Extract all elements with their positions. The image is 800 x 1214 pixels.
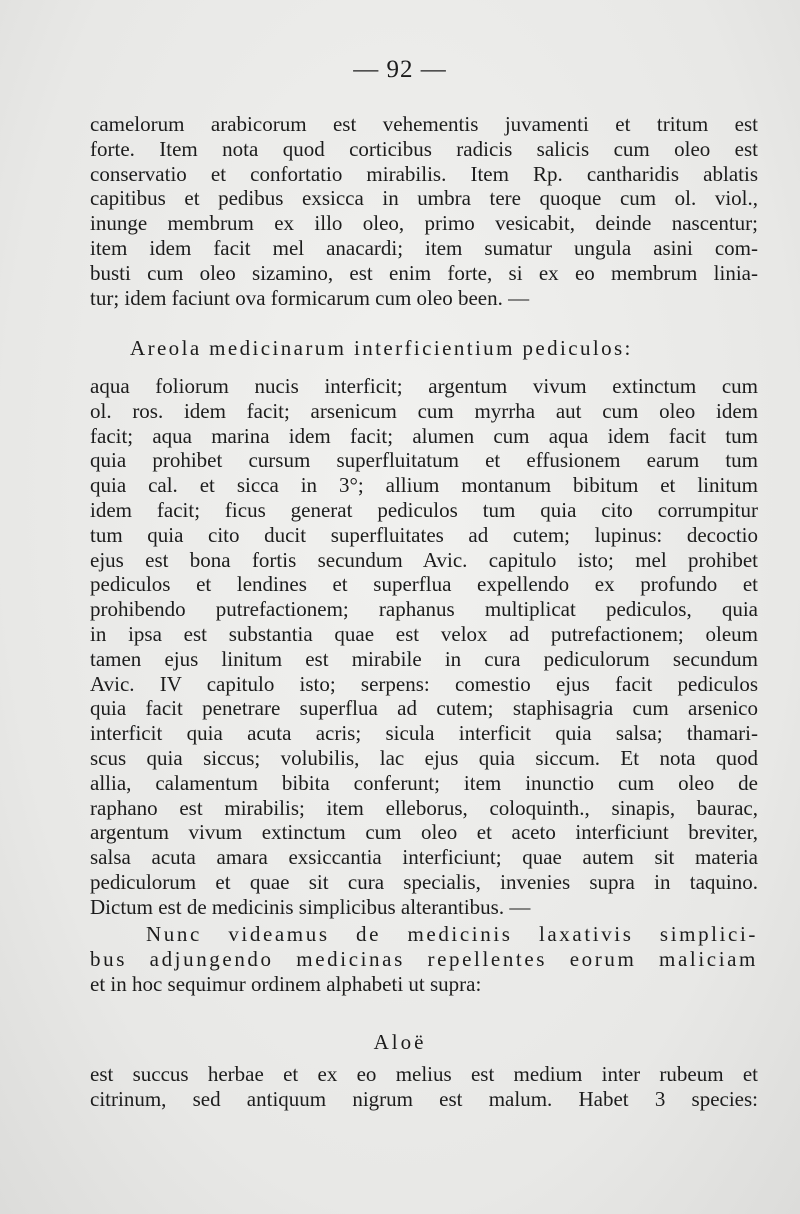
text-line: est succus herbae et ex eo melius est medium inter rubeum et bbox=[90, 1062, 758, 1086]
text-line: capitibus et pedibus exsicca in umbra tere quoque cum ol. viol., bbox=[90, 186, 758, 211]
text-line: busti cum oleo sizamino, est enim forte, si ex eo membrum linia- bbox=[90, 260, 758, 285]
text-line: tum quia cito ducit superfluitates ad cutem; lupinus: decoctio bbox=[90, 522, 758, 547]
text-line: quia prohibet cursum superfluitatum et effusionem earum tum bbox=[90, 448, 758, 473]
text-line: tamen ejus linitum est mirabile in cura pediculorum secundum bbox=[90, 646, 758, 671]
section-heading-pediculos: Areola medicinarum interficientium pediculos: bbox=[130, 336, 633, 360]
paragraph-pediculos bbox=[90, 374, 758, 920]
text-line: tur; idem faciunt ova formicarum cum oleo been. — bbox=[90, 285, 530, 310]
text-line: interficit quia acuta acris; sicula interficit quia salsa; thamari- bbox=[90, 721, 758, 746]
text-line: forte. Item nota quod corticibus radicis salicis cum oleo est bbox=[90, 136, 758, 161]
paragraph-remedies-continued bbox=[90, 112, 758, 310]
text-line: facit; aqua marina idem facit; alumen cum aqua idem facit tum bbox=[90, 423, 758, 448]
text-line: pediculorum et quae sit cura specialis, invenies supra in taquino. bbox=[90, 869, 758, 894]
paragraph-laxativis bbox=[90, 922, 758, 996]
text-line: argentum vivum extinctum cum oleo et aceto interficiunt breviter, bbox=[90, 820, 758, 845]
text-line: aqua foliorum nucis interficit; argentum vivum extinctum cum bbox=[90, 374, 758, 398]
text-line: et in hoc sequimur ordinem alphabeti ut supra: bbox=[90, 971, 482, 996]
text-line: scus quia siccus; volubilis, lac ejus quia siccum. Et nota quod bbox=[90, 745, 758, 770]
text-line: item idem facit mel anacardi; item sumatur ungula asini com- bbox=[90, 235, 758, 260]
text-line: Avic. IV capitulo isto; serpens: comestio ejus facit pediculos bbox=[90, 671, 758, 696]
text-line: in ipsa est substantia quae est velox ad putrefactionem; oleum bbox=[90, 621, 758, 646]
text-line: citrinum, sed antiquum nigrum est malum. Habet 3 species: bbox=[90, 1086, 758, 1111]
entry-heading-aloe: Aloë bbox=[373, 1030, 427, 1054]
text-line: idem facit; ficus generat pediculos tum quia cito corrumpitur bbox=[90, 497, 758, 522]
paragraph-aloe bbox=[90, 1062, 758, 1112]
text-line: pediculos et lendines et superflua expellendo ex profundo et bbox=[90, 572, 758, 597]
page-number: — 92 — bbox=[353, 56, 447, 83]
text-line: ol. ros. idem facit; arsenicum cum myrrha aut cum oleo idem bbox=[90, 398, 758, 423]
text-line: quia facit penetrare superflua ad cutem; staphisagria cum arsenico bbox=[90, 696, 758, 721]
text-line: prohibendo putrefactionem; raphanus multiplicat pediculos, quia bbox=[90, 597, 758, 622]
text-line: camelorum arabicorum est vehementis juvamenti et tritum est bbox=[90, 112, 758, 136]
text-line: ejus est bona fortis secundum Avic. capitulo isto; mel prohibet bbox=[90, 547, 758, 572]
text-line: bus adjungendo medicinas repellentes eorum maliciam bbox=[90, 946, 758, 971]
text-line: allia, calamentum bibita conferunt; item inunctio cum oleo de bbox=[90, 770, 758, 795]
text-line: inunge membrum ex illo oleo, primo vesicabit, deinde nascentur; bbox=[90, 211, 758, 236]
text-line: salsa acuta amara exsiccantia interficiunt; quae autem sit materia bbox=[90, 845, 758, 870]
text-line: Dictum est de medicinis simplicibus alterantibus. — bbox=[90, 894, 531, 919]
text-line: Nunc videamus de medicinis laxativis simplici- bbox=[146, 922, 758, 946]
text-line: raphano est mirabilis; item elleborus, coloquinth., sinapis, baurac, bbox=[90, 795, 758, 820]
text-line: conservatio et confortatio mirabilis. Item Rp. cantharidis ablatis bbox=[90, 161, 758, 186]
text-line: quia cal. et sicca in 3°; allium montanum bibitum et linitum bbox=[90, 473, 758, 498]
